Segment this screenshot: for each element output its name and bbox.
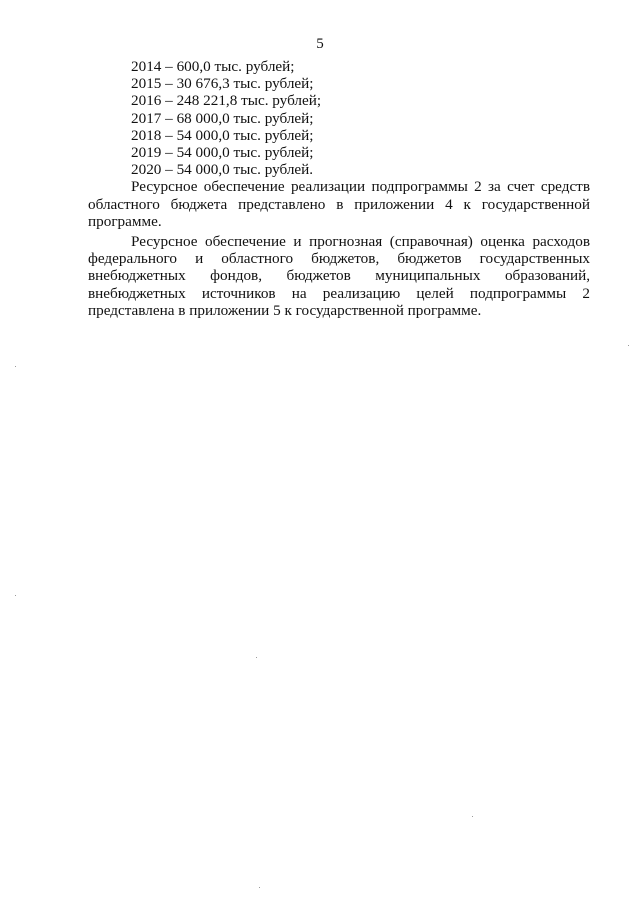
page-number: 5 [316,36,324,52]
scan-speck [15,595,16,596]
scan-speck [472,816,473,817]
funding-line-2016: 2016 – 248 221,8 тыс. рублей; [131,92,322,110]
funding-line-2019: 2019 – 54 000,0 тыс. рублей; [131,144,314,162]
document-body [88,58,590,319]
scan-speck [628,345,629,346]
funding-line-2014: 2014 – 600,0 тыс. рублей; [131,58,295,75]
paragraph-forecast-estimate: Ресурсное обеспечение и прогнозная (справочная) оценка расходов федерального и областного бюджетов, бюджетов государственных внебюджетных фондов, бюджетов муниципальных образований, внебюджетных источников на реализацию целей подпрограммы 2 представлена в приложении 5 к государственной программе. [88,233,590,319]
funding-line-2015: 2015 – 30 676,3 тыс. рублей; [131,75,314,93]
funding-line-2017: 2017 – 68 000,0 тыс. рублей; [131,109,314,127]
paragraph-regional-budget: Ресурсное обеспечение реализации подпрограммы 2 за счет средств областного бюджета представлено в приложении 4 к государственной программе. [88,178,590,230]
scan-speck [15,366,16,367]
funding-line-2018: 2018 – 54 000,0 тыс. рублей; [131,126,314,144]
funding-line-2020: 2020 – 54 000,0 тыс. рублей. [131,161,314,179]
scan-speck [256,657,257,658]
scan-speck [259,887,260,888]
